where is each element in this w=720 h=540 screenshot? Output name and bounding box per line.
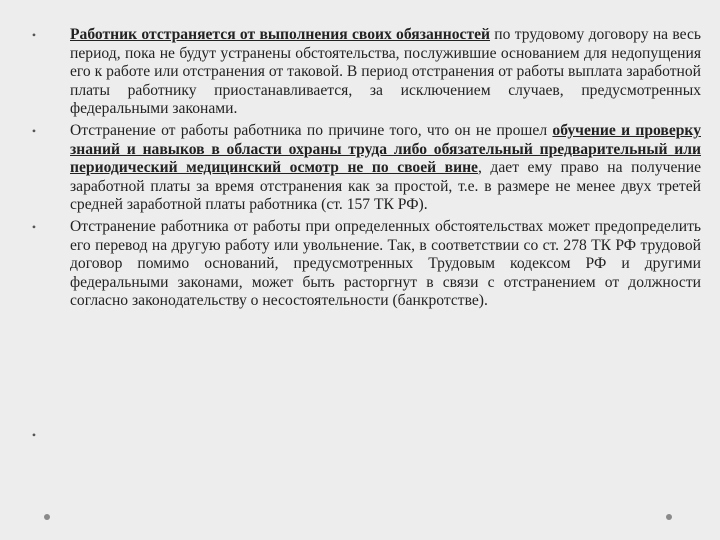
bullet-marker: • (31, 28, 37, 42)
bullet-marker: • (31, 123, 37, 138)
corner-dot-left-icon (44, 514, 50, 520)
bullet-2-text-end: , дает ему право на получение заработной платы за время отстранения как за простой, т.е. в размере не менее двух третей средней заработной платы работника (ст. 157 ТК РФ). (70, 159, 701, 214)
bullet-item-3 (26, 218, 701, 311)
empty-bullet-marker: • (31, 428, 37, 442)
bullet-item-2 (26, 122, 701, 215)
bullet-3-text: Отстранение работника от работы при определенных обстоятельствах может предопределить его перевод на другую работу или увольнение. Так, в соответствии со ст. 278 ТК РФ трудовой договор помимо оснований, предусмотренных Трудовым кодексом РФ и другими федеральными законами, может быть расторгнут в связи с отстранением от должности согласно законодательству о несостоятельности (банкротстве). (70, 217, 701, 310)
bullet-marker: • (31, 219, 37, 234)
corner-dot-right-icon (666, 514, 672, 520)
bullet-1-lead: Работник отстраняется от выполнения своих обязанностей (70, 26, 491, 43)
bullet-item-1 (26, 26, 701, 119)
bullet-2-text-start: Отстранение от работы работника по причине того, что он не прошел (70, 121, 553, 139)
slide-content (26, 26, 701, 314)
bullet-2-emphasis: обучение и проверку знаний и навыков в области охраны труда либо обязательный предварительный или периодический медицинский осмотр не по своей вине (70, 121, 701, 177)
bullet-1-text: по трудовому договору на весь период, пока не будут устранены обстоятельства, послужившие основанием для недопущения его к работе или отстранения от таковой. В период отстранения от работы выплата заработной платы работнику приостанавливается, за исключением случаев, предусмотренных федеральными законами. (70, 26, 701, 118)
